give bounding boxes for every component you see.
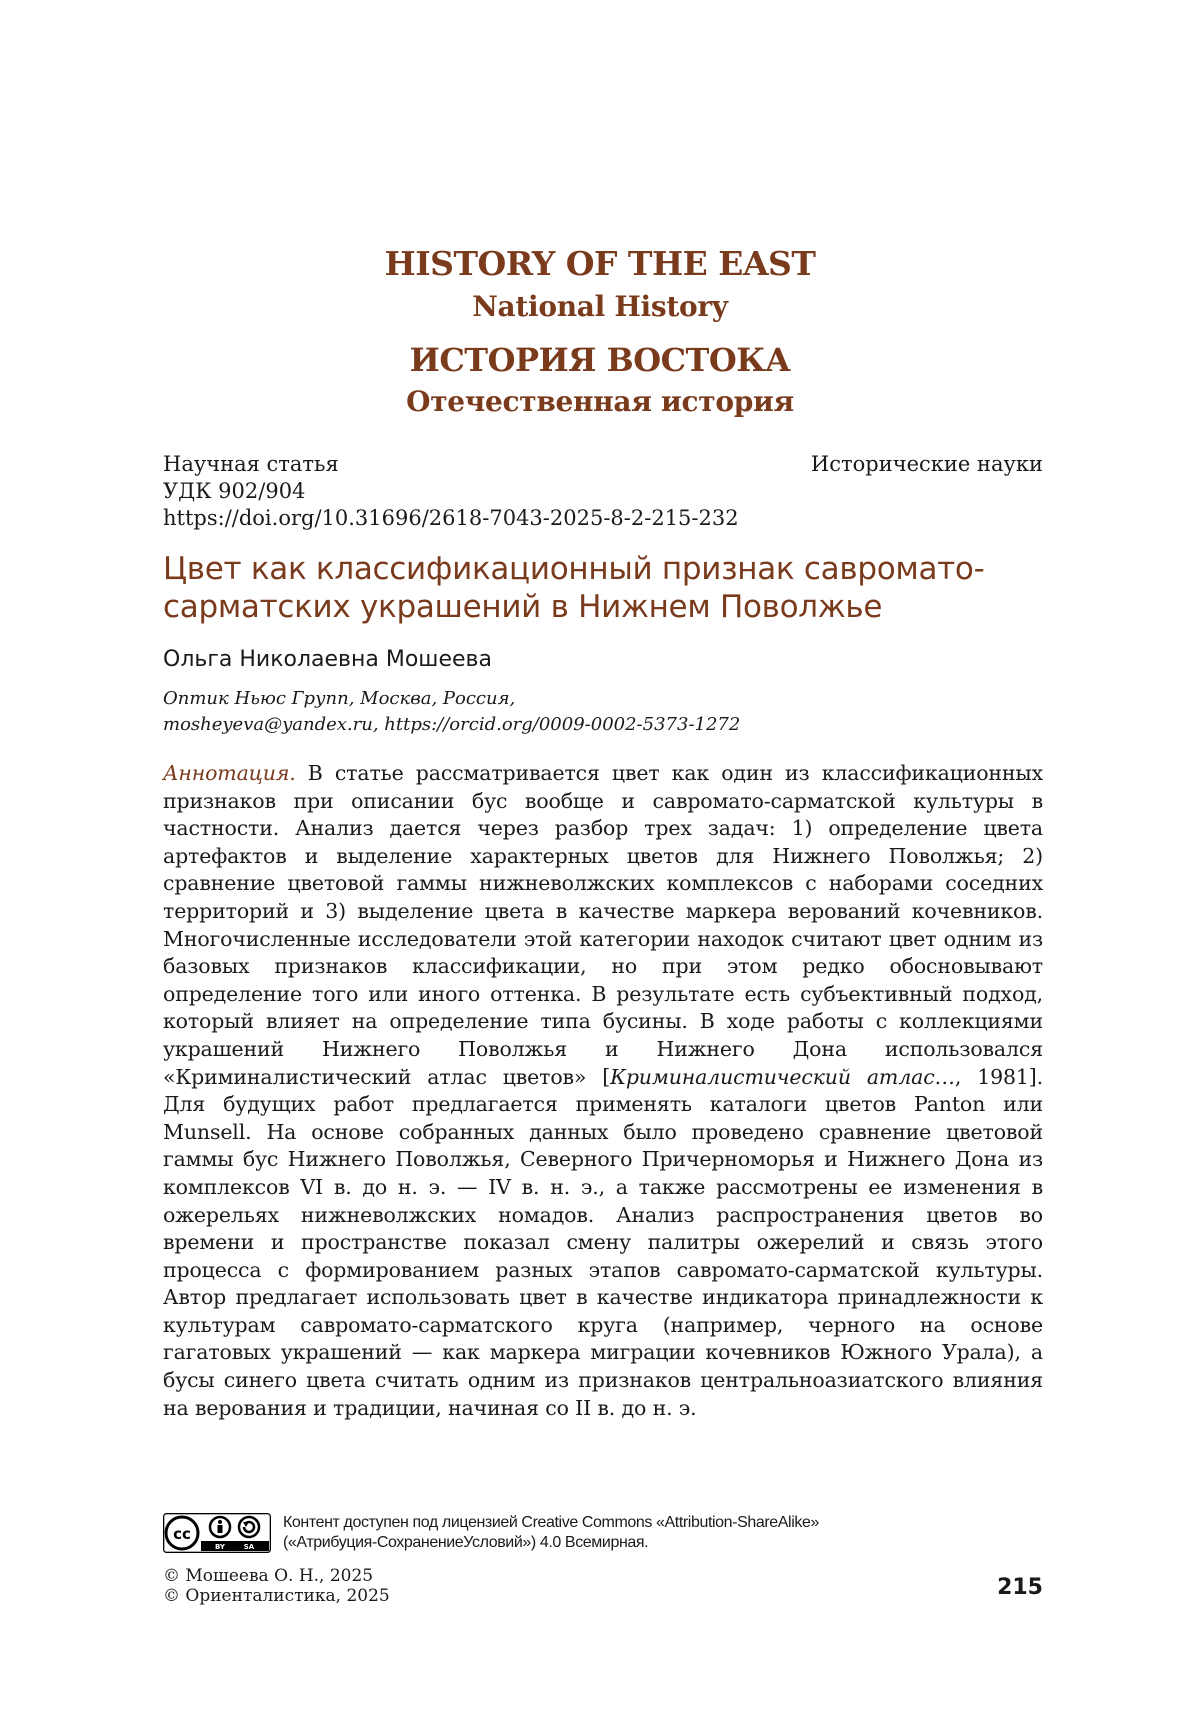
abstract-label: Аннотация. [163,761,296,785]
abstract-citation: Криминалистический атлас… [610,1064,955,1089]
cc-badge-label: cc [173,1525,191,1543]
journal-section-subtitle-en: National History [472,290,728,323]
article-type: Научная статья [163,452,339,476]
copyright-author: © Мошеева О. Н., 2025 [163,1566,374,1586]
license-block [163,1513,1043,1555]
journal-section-subtitle-ru: Отечественная история [406,385,794,418]
license-text [283,1513,819,1553]
abstract-text-part-1: В статье рассматривается цвет как один из классификационных признаков при описании бус вообще и савромато-сарматской культуры в частности. Анализ дается через разбор трех задач: 1) определение цвета артефактов и выделение характерных цветов для Нижнего Поволжья; 2) сравнение цветовой гаммы нижневолжских комплексов с наборами соседних территорий и 3) выделение цвета в качестве маркера верований кочевников. Многочисленные исследователи этой категории находок считают цвет одним из базовых признаков классификации, но при этом редко обосновывают определение того или иного оттенка. В результате есть субъективный подход, который влияет на определение типа бусины. В ходе работы с коллекциями украшений Нижнего Поволжья и Нижнего Дона использовался «Криминалистический атлас цветов» [ [163,761,1043,1089]
article-meta [163,451,739,532]
article-title: Цвет как классификационный признак савромато-сарматских украшений в Нижнем Поволжье [163,551,985,625]
page-number: 215 [997,1575,1043,1600]
science-field: Исторические науки [810,452,1043,476]
copyright-publisher: © Ориенталистика, 2025 [163,1586,390,1606]
license-line-1[interactable]: Контент доступен под лицензией Creative Commons «Attribution-ShareAlike» [283,1514,819,1531]
udk-code: УДК 902/904 [163,479,306,503]
abstract-text-part-2: , 1981]. Для будущих работ предлагается применять каталоги цветов Panton или Munsell. На основе собранных данных было проведено сравнение цветовой гаммы бус Нижнего Поволжья, Северного Причерноморья и Нижнего Дона из комплексов VI в. до н. э. — IV в. н. э., а также рассмотрены ее изменения в ожерельях нижневолжских номадов. Анализ распространения цветов во времени и пространстве показал смену палитры ожерелий и связь этого процесса с формированием разных этапов савромато-сарматской культуры. Автор предлагает использовать цвет в качестве индикатора принадлежности к культурам савромато-сарматского круга (например, черного на основе гагатовых украшений — как маркера миграции кочевников Южного Урала), а бусы синего цвета считать одним из признаков центральноазиатского влияния на верования и традиции, начиная со II в. до н. э. [163,1064,1043,1420]
license-line-2: («Атрибуция-СохранениеУсловий») 4.0 Всемирная. [283,1534,649,1551]
abstract [163,760,1043,1422]
journal-section-title-ru: ИСТОРИЯ ВОСТОКА [409,341,791,379]
doi-link[interactable]: https://doi.org/10.31696/2618-7043-2025-8-2-215-232 [163,506,739,530]
author-affiliation: Оптик Ньюс Групп, Москва, Россия, [163,688,516,709]
by-badge-label: BY [214,1543,226,1551]
author-contacts[interactable]: mosheyeva@yandex.ru, https://orcid.org/0009-0002-5373-1272 [163,714,741,735]
author-name: Ольга Николаевна Мошеева [163,647,492,672]
sa-badge-label: SA [243,1543,255,1551]
cc-by-sa-icon[interactable] [163,1513,271,1553]
journal-section-title-en: HISTORY OF THE EAST [384,244,816,283]
